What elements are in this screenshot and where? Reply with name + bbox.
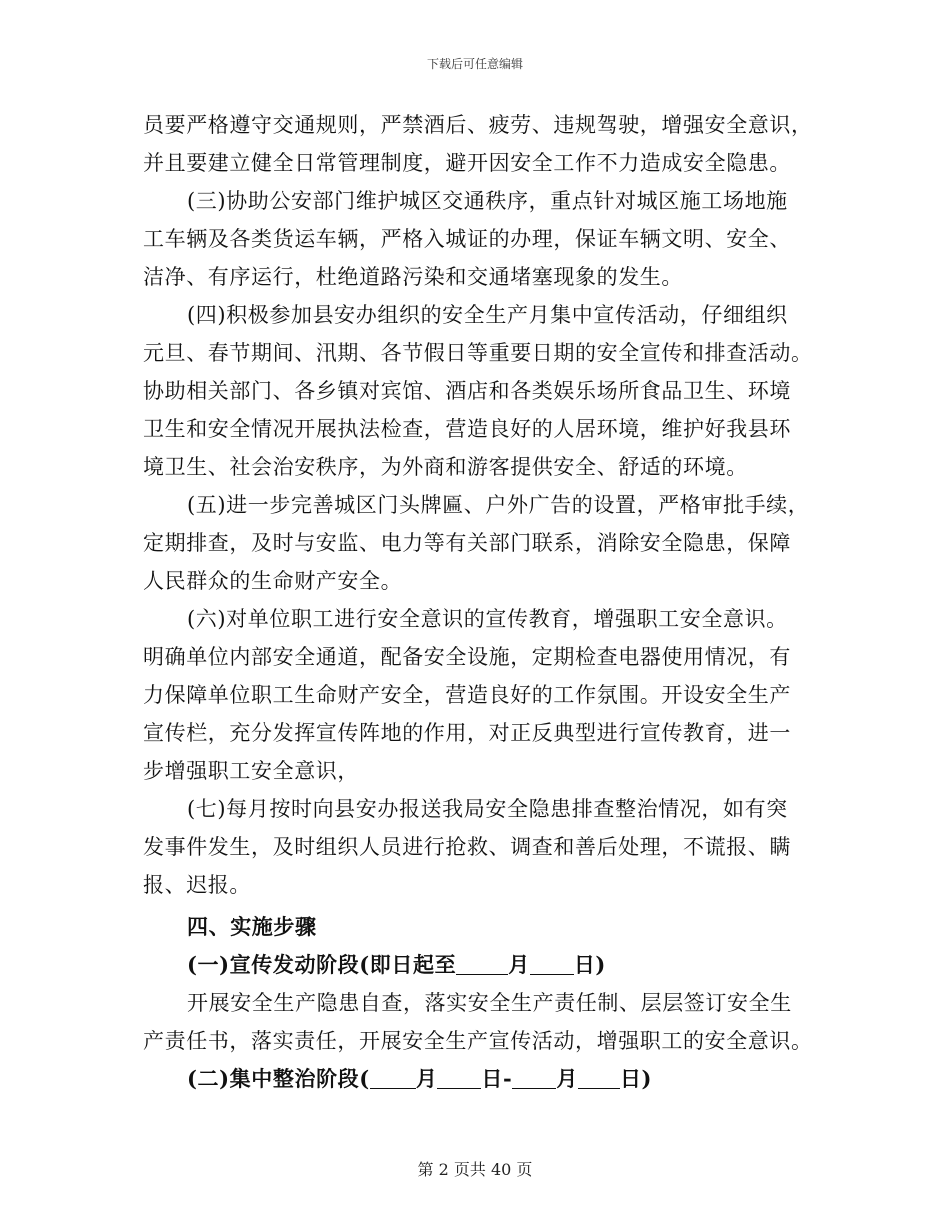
paragraph-line: 宣传栏，充分发挥宣传阵地的作用，对正反典型进行宣传教育，进一 <box>143 721 791 745</box>
paragraph-line: 报、迟报。 <box>143 873 251 897</box>
paragraph-line: 卫生和安全情况开展执法检查，营造良好的人居环境，维护好我县环 <box>143 417 791 441</box>
paragraph-line: 力保障单位职工生命财产安全，营造良好的工作氛围。开设安全生产 <box>143 683 791 707</box>
paragraph-line: 洁净、有序运行，杜绝道路污染和交通堵塞现象的发生。 <box>143 265 683 289</box>
blank-day-2 <box>578 1066 620 1089</box>
phase-one-day: 日) <box>573 952 606 977</box>
paragraph-line: (三)协助公安部门维护城区交通秩序，重点针对城区施工场地施 <box>187 189 788 213</box>
paragraph-line: (六)对单位职工进行安全意识的宣传教育，增强职工安全意识。 <box>187 607 788 631</box>
blank-month-2 <box>512 1066 556 1089</box>
blank-day-1 <box>437 1066 481 1089</box>
phase-one-month: 月 <box>508 952 530 977</box>
blank-day <box>530 952 574 975</box>
paragraph-line: 员要严格遵守交通规则，严禁酒后、疲劳、违规驾驶，增强安全意识， <box>143 113 813 137</box>
phase-two-day-1: 日- <box>481 1066 513 1091</box>
paragraph-line: 产责任书，落实责任，开展安全生产宣传活动，增强职工的安全意识。 <box>143 1029 813 1053</box>
paragraph-line: (七)每月按时向县安办报送我局安全隐患排查整治情况，如有突 <box>187 797 788 821</box>
paragraph-line: 境卫生、社会治安秩序，为外商和游客提供安全、舒适的环境。 <box>143 455 748 479</box>
blank-month <box>456 952 508 975</box>
blank-month-1 <box>370 1066 416 1089</box>
page-footer: 第 2 页共 40 页 <box>417 1160 533 1179</box>
paragraph-line: 人民群众的生命财产安全。 <box>143 569 403 593</box>
paragraph-line: (四)积极参加县安办组织的安全生产月集中宣传活动，仔细组织 <box>187 303 788 327</box>
paragraph-line: 协助相关部门、各乡镇对宾馆、酒店和各类娱乐场所食品卫生、环境 <box>143 379 791 403</box>
paragraph-line: 开展安全生产隐患自查，落实安全生产责任制、层层签订安全生 <box>187 991 792 1015</box>
paragraph-line: 发事件发生，及时组织人员进行抢救、调查和善后处理，不谎报、瞒 <box>143 835 791 859</box>
phase-two-prefix: (二)集中整治阶段( <box>187 1066 370 1091</box>
paragraph-line: 并且要建立健全日常管理制度，避开因安全工作不力造成安全隐患。 <box>143 151 791 175</box>
page-header: 下载后可任意编辑 <box>426 57 523 71</box>
section-heading: 四、实施步骤 <box>187 914 317 939</box>
paragraph-line: 工车辆及各类货运车辆，严格入城证的办理，保证车辆文明、安全、 <box>143 227 791 251</box>
paragraph-line: 定期排查，及时与安监、电力等有关部门联系，消除安全隐患，保障 <box>143 531 791 555</box>
paragraph-line: 步增强职工安全意识， <box>143 759 359 783</box>
phase-one-heading <box>143 946 813 984</box>
phase-two-heading <box>143 1060 813 1098</box>
phase-two-day-2: 日) <box>619 1066 653 1091</box>
document-body <box>143 106 813 1098</box>
paragraph-line: 明确单位内部安全通道，配备安全设施，定期检查电器使用情况，有 <box>143 645 791 669</box>
paragraph-line: (五)进一步完善城区门头牌匾、户外广告的设置，严格审批手续， <box>187 493 810 517</box>
phase-one-prefix: (一)宣传发动阶段(即日起至 <box>187 952 457 977</box>
paragraph-line: 元旦、春节期间、汛期、各节假日等重要日期的安全宣传和排查活动。 <box>143 341 813 365</box>
phase-two-month-1: 月 <box>415 1066 438 1091</box>
phase-two-month-2: 月 <box>556 1066 578 1091</box>
